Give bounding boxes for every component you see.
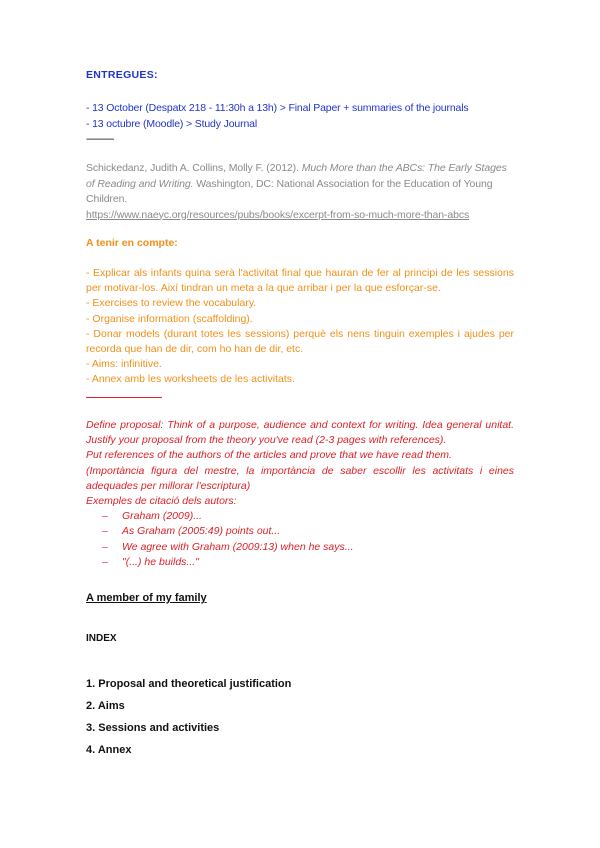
- citation-examples-list: [86, 509, 514, 570]
- list-item: - Donar models (durant totes les sessions) perquè els nens tinguin exemples i ajudes per recorda que han de dir, com ho han de dir, etc.: [86, 327, 514, 356]
- dash-bullet: –: [102, 555, 108, 568]
- proposal-paragraph: Put references of the authors of the articles and prove that we have read them.: [86, 449, 452, 462]
- delivery-line-study-journal: - 13 octubre (Moodle) > Study Journal: [86, 117, 258, 130]
- reference-publisher: Washington, DC: National Association for the Education of Young Children.: [86, 177, 493, 205]
- entregues-heading: ENTREGUES:: [86, 69, 158, 81]
- tenir-en-compte-list: [86, 266, 514, 388]
- list-item: - Aims: infinitive.: [86, 358, 162, 371]
- tenir-en-compte-heading: A tenir en compte:: [86, 237, 178, 249]
- proposal-paragraph: (Importància figura del mestre, la importància de saber escollir les activitats i eines adequades per millorar l'escriptura): [86, 464, 514, 492]
- citation-example: As Graham (2005:49) points out...: [122, 525, 281, 538]
- section-divider: [86, 397, 162, 398]
- list-item: [86, 540, 514, 555]
- member-of-family-heading: A member of my family: [86, 592, 207, 604]
- list-item: - Explicar als infants quina serà l'activitat final que hauran de fer al principi de les sessions per motivar-los. Així tindran un meta a la que arribar i per la que esforçar-se.: [86, 267, 514, 295]
- list-item: [86, 524, 514, 539]
- citation-example: "(...) he builds...": [122, 555, 199, 568]
- delivery-line-final-paper: - 13 October (Despatx 218 - 11:30h a 13h) > Final Paper + summaries of the journals: [86, 102, 469, 114]
- proposal-notes: [86, 418, 514, 570]
- index-item-proposal: 1. Proposal and theoretical justification: [86, 678, 292, 690]
- separator-line: -----------: [86, 133, 114, 145]
- deliveries-list: [86, 101, 514, 148]
- index-item-sessions: 3. Sessions and activities: [86, 722, 220, 734]
- index-item-annex: 4. Annex: [86, 744, 132, 756]
- reference-link[interactable]: https://www.naeyc.org/resources/pubs/books/excerpt-from-so-much-more-than-abcs: [86, 208, 470, 221]
- index-item-aims: 2. Aims: [86, 700, 125, 712]
- reference-book-title: Much More than the ABCs: The Early Stages of Reading and Writing.: [86, 162, 507, 190]
- index-heading: INDEX: [86, 633, 117, 644]
- bibliographic-reference: [86, 161, 514, 223]
- proposal-paragraph: Define proposal: Think of a purpose, audience and context for writing. Idea general unitat. Justify your proposal from the theory you've read (2-3 pages with references).: [86, 419, 514, 447]
- list-item: - Organise information (scaffolding).: [86, 312, 253, 325]
- citation-example: Graham (2009)...: [122, 510, 202, 523]
- dash-bullet: –: [102, 510, 108, 523]
- list-item: - Annex amb les worksheets de les activitats.: [86, 373, 295, 386]
- proposal-paragraph: Exemples de citació dels autors:: [86, 495, 237, 508]
- dash-bullet: –: [102, 525, 108, 538]
- list-item: [86, 509, 514, 524]
- reference-authors: Schickedanz, Judith A. Collins, Molly F. (2012).: [86, 162, 302, 174]
- list-item: - Exercises to review the vocabulary.: [86, 297, 257, 310]
- citation-example: We agree with Graham (2009:13) when he says...: [122, 540, 354, 553]
- index-list: [86, 673, 514, 761]
- list-item: [86, 555, 514, 570]
- dash-bullet: –: [102, 540, 108, 553]
